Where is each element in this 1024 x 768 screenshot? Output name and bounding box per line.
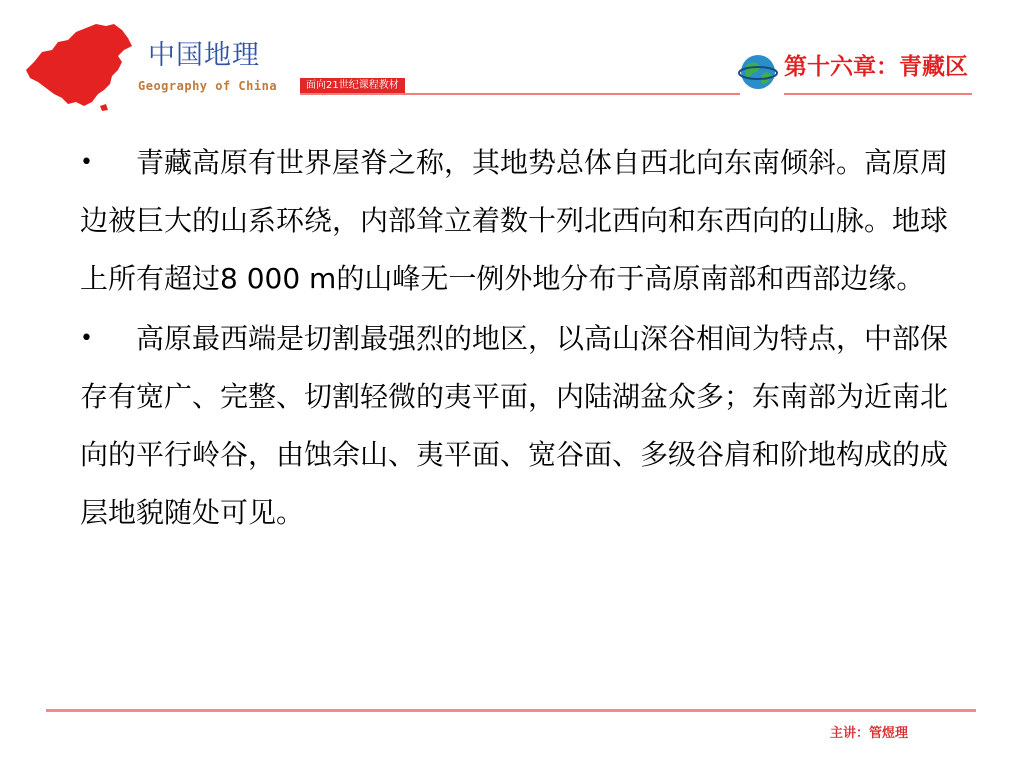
header-divider-left: [300, 93, 740, 95]
bullet-icon: •: [80, 150, 93, 175]
footer-credit: 主讲：管煜理: [830, 726, 909, 741]
logo-title: 中国地理: [148, 40, 260, 71]
bullet-paragraph: [80, 310, 970, 542]
slide-content: [80, 134, 970, 544]
china-map-icon: [22, 22, 134, 112]
paragraph-text: 青藏高原有世界屋脊之称，其地势总体自西北向东南倾斜。高原周边被巨大的山系环绕，内部耸立着数十列北西向和东西向的山脉。地球上所有超过8 000 m的山峰无一例外地分布于高原南部和西部边缘。: [80, 146, 949, 295]
footer-divider: [46, 709, 976, 712]
paragraph-text: 高原最西端是切割最强烈的地区，以高山深谷相间为特点，中部保存有宽广、完整、切割轻微的夷平面，内陆湖盆众多；东南部为近南北向的平行岭谷，由蚀余山、夷平面、宽谷面、多级谷肩和阶地构成的成层地貌随处可见。: [80, 322, 949, 529]
globe-icon: [738, 52, 778, 92]
chapter-title: 第十六章：青藏区: [784, 54, 968, 80]
series-tag: 面向21世纪课程教材: [300, 78, 405, 94]
bullet-icon: •: [80, 326, 93, 351]
header-divider-right: [784, 93, 972, 95]
logo-subtitle: Geography of China: [138, 79, 278, 93]
slide-header: [0, 0, 1024, 110]
bullet-paragraph: [80, 134, 970, 308]
